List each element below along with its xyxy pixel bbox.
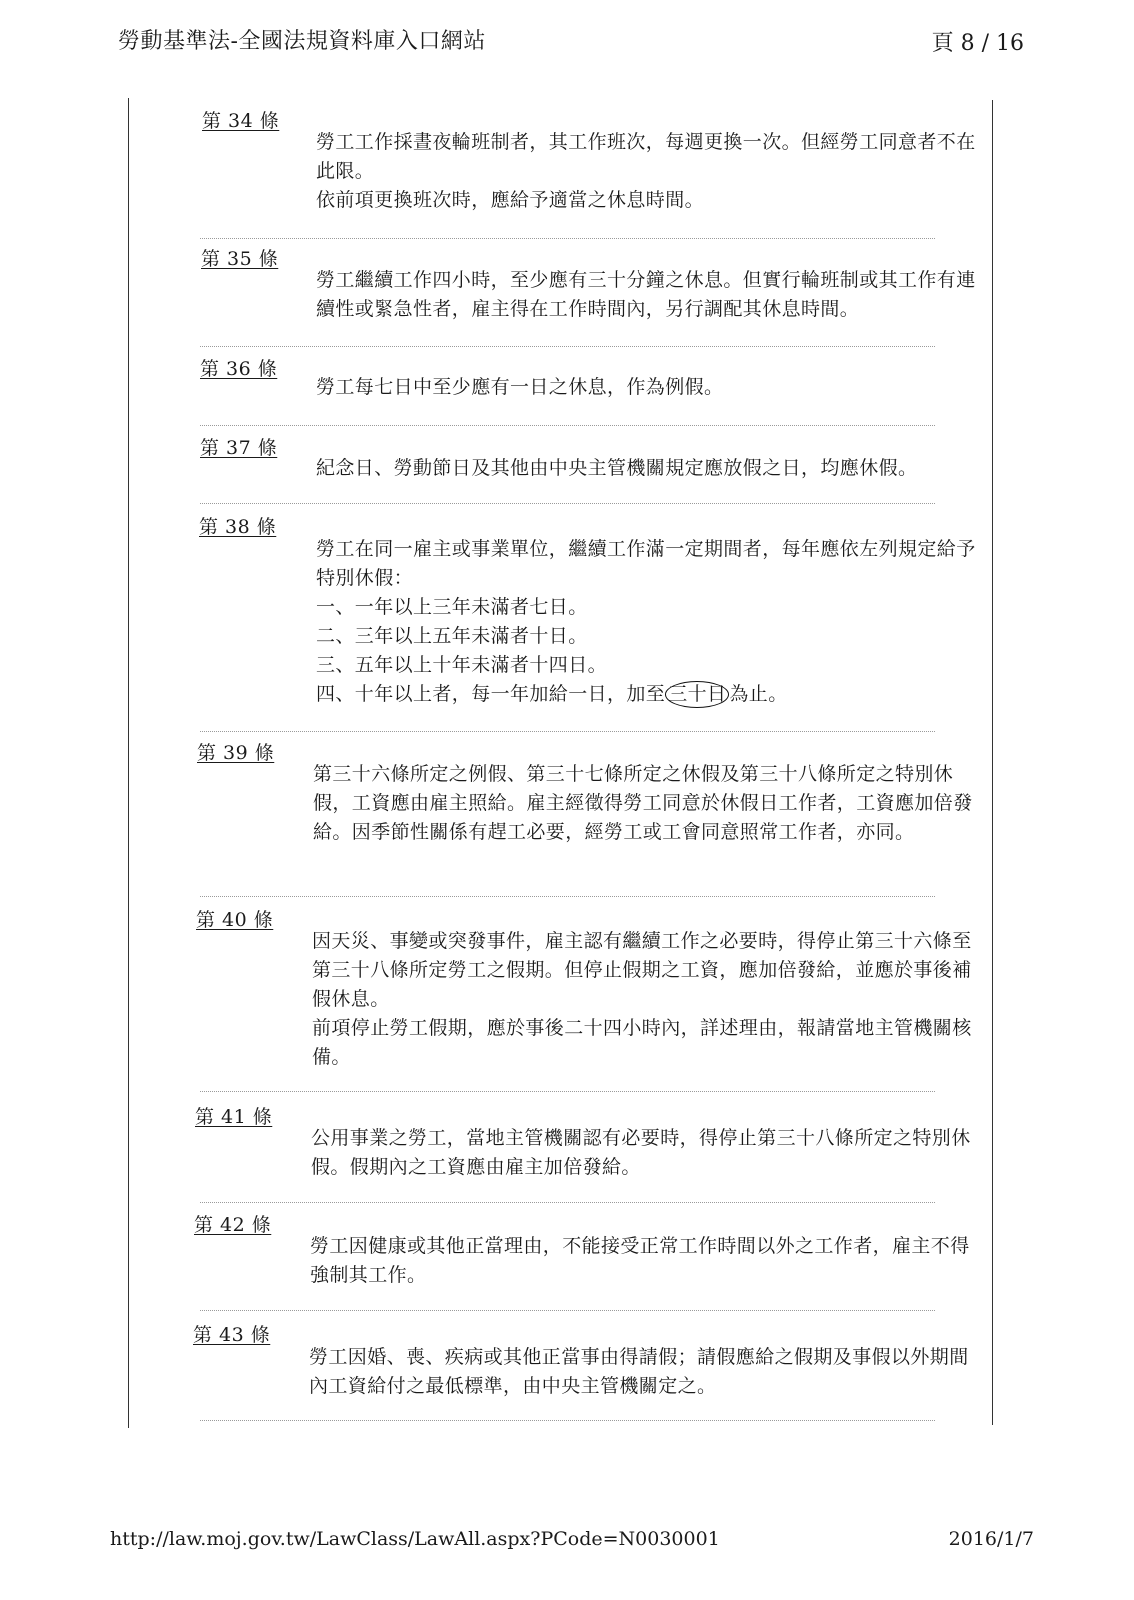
separator (200, 731, 935, 732)
footer-url: http://law.moj.gov.tw/LawClass/LawAll.aspx?PCode=N0030001 (110, 1528, 720, 1550)
article-42-paragraph-1: 勞工因健康或其他正當理由，不能接受正常工作時間以外之工作者，雇主不得強制其工作。 (310, 1235, 970, 1286)
article-38-item-1: 一、一年以上三年未滿者七日。 (316, 596, 588, 618)
article-40-paragraph-1: 因天災、事變或突發事件，雇主認有繼續工作之必要時，得停止第三十六條至第三十八條所定勞工之假期。但停止假期之工資，應加倍發給，並應於事後補假休息。 (312, 930, 972, 1010)
separator (200, 1420, 935, 1421)
article-41-label: 第 41 條 (195, 1106, 273, 1128)
article-34-paragraph-1: 勞工工作採晝夜輪班制者，其工作班次，每週更換一次。但經勞工同意者不在此限。 (316, 131, 976, 182)
article-42-label: 第 42 條 (194, 1214, 272, 1236)
separator (200, 1091, 935, 1092)
article-38-body (316, 535, 976, 709)
article-39-paragraph-1: 第三十六條所定之例假、第三十七條所定之休假及第三十八條所定之特別休假，工資應由雇主照給。雇主經徵得勞工同意於休假日工作者，工資應加倍發給。因季節性關係有趕工必要，經勞工或工會同意照常工作者，亦同。 (313, 763, 973, 843)
article-43-label: 第 43 條 (193, 1324, 271, 1346)
separator (200, 346, 935, 347)
article-40-body (312, 927, 972, 1072)
article-34-label: 第 34 條 (202, 110, 280, 132)
article-38-item-2: 二、三年以上五年未滿者十日。 (316, 625, 588, 647)
article-37-body (316, 454, 976, 483)
article-38-item-4 (316, 680, 976, 709)
separator (200, 238, 935, 239)
page-header-title: 勞動基準法-全國法規資料庫入口網站 (118, 29, 486, 54)
article-42-body (310, 1232, 970, 1290)
frame-left-border (128, 98, 129, 1428)
article-34-paragraph-2: 依前項更換班次時，應給予適當之休息時間。 (316, 189, 705, 211)
article-41-paragraph-1: 公用事業之勞工，當地主管機關認有必要時，得停止第三十八條所定之特別休假。假期內之工資應由雇主加倍發給。 (311, 1127, 971, 1178)
separator (200, 503, 935, 504)
separator (200, 1310, 935, 1311)
article-38-paragraph-1: 勞工在同一雇主或事業單位，繼續工作滿一定期間者，每年應依左列規定給予特別休假： (316, 538, 976, 589)
article-38-item-4-end: 為止。 (729, 683, 788, 705)
article-43-paragraph-1: 勞工因婚、喪、疾病或其他正當事由得請假；請假應給之假期及事假以外期間內工資給付之最低標準，由中央主管機關定之。 (309, 1346, 969, 1397)
article-41-body (311, 1124, 971, 1182)
article-36-label: 第 36 條 (200, 358, 278, 380)
frame-right-border (992, 100, 993, 1425)
article-34-body (316, 128, 976, 215)
separator (200, 896, 935, 897)
article-36-paragraph-1: 勞工每七日中至少應有一日之休息，作為例假。 (316, 376, 724, 398)
article-38-item-4-text: 四、十年以上者，每一年加給一日，加至 (316, 683, 666, 705)
article-43-body (309, 1343, 969, 1401)
article-36-body (316, 373, 976, 402)
page-number: 頁 8 / 16 (931, 31, 1024, 56)
separator (200, 1202, 935, 1203)
article-40-label: 第 40 條 (196, 909, 274, 931)
footer-date: 2016/1/7 (948, 1528, 1034, 1550)
article-35-paragraph-1: 勞工繼續工作四小時，至少應有三十分鐘之休息。但實行輪班制或其工作有連續性或緊急性者，雇主得在工作時間內，另行調配其休息時間。 (316, 269, 976, 320)
article-39-label: 第 39 條 (197, 742, 275, 764)
handwritten-circle-mark: 三十日 (665, 681, 729, 708)
article-40-paragraph-2: 前項停止勞工假期，應於事後二十四小時內，詳述理由，報請當地主管機關核備。 (312, 1017, 972, 1068)
article-39-body (313, 760, 973, 847)
article-37-label: 第 37 條 (200, 437, 278, 459)
article-38-item-3: 三、五年以上十年未滿者十四日。 (316, 654, 608, 676)
article-38-label: 第 38 條 (199, 516, 277, 538)
article-35-body (316, 266, 976, 324)
article-37-paragraph-1: 紀念日、勞動節日及其他由中央主管機關規定應放假之日，均應休假。 (316, 457, 918, 479)
article-35-label: 第 35 條 (201, 248, 279, 270)
separator (200, 425, 935, 426)
